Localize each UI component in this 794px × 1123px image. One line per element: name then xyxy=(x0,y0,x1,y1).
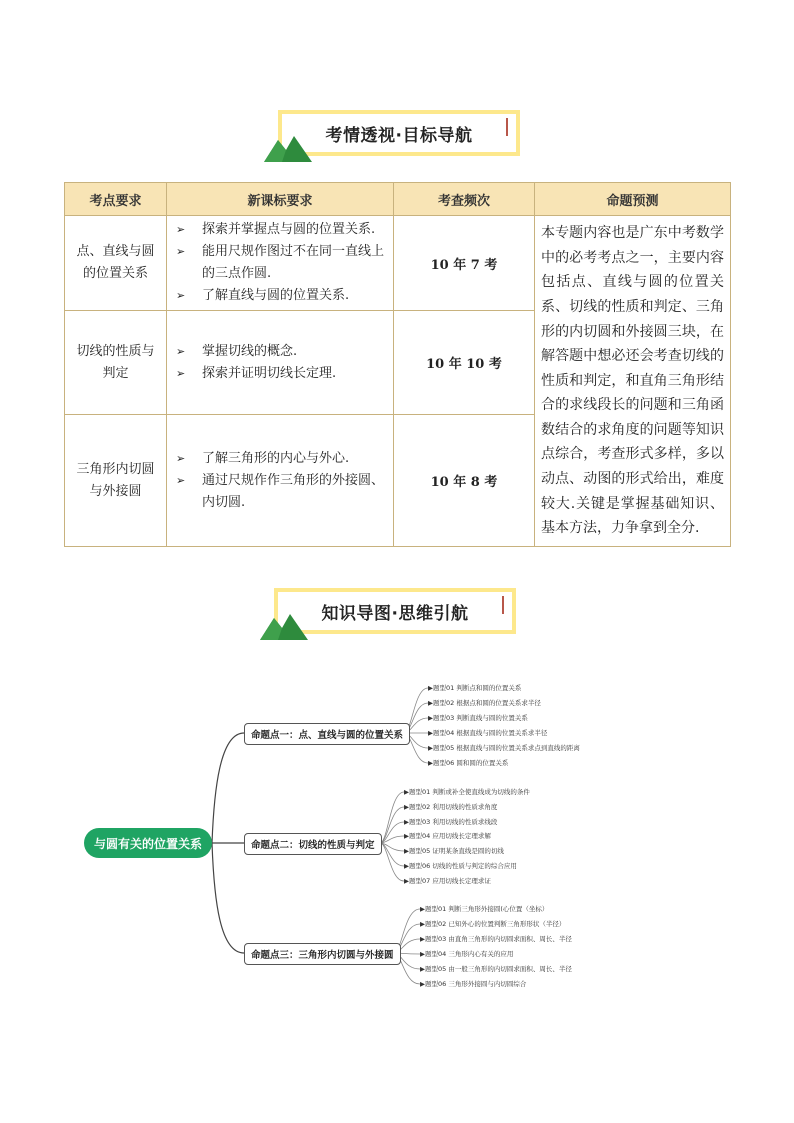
mindmap-leaf: ▶题型05 根据直线与圆的位置关系求点到直线的距离 xyxy=(428,744,580,752)
mindmap-branch-1: 命题点一：点、直线与圆的位置关系 xyxy=(244,723,410,745)
topic-cell: 三角形内切圆与外接圆 xyxy=(65,415,167,547)
mindmap-leaf: ▶题型01 判断点和圆的位置关系 xyxy=(428,684,522,692)
mindmap-leaf: ▶题型03 由直角三角形的内切圆求面积、周长、半径 xyxy=(420,935,572,943)
header-topic: 考点要求 xyxy=(65,183,167,216)
mindmap-leaf: ▶题型02 已知外心的位置判断三角形形状（半径） xyxy=(420,920,566,928)
topic-cell: 点、直线与圆的位置关系 xyxy=(65,216,167,311)
header-standard: 新课标要求 xyxy=(167,183,394,216)
mindmap-leaf: ▶题型04 三角形内心有关的应用 xyxy=(420,950,514,958)
frequency-cell: 10 年 7 考 xyxy=(394,216,535,311)
frequency-cell: 10 年 10 考 xyxy=(394,311,535,415)
mindmap-leaf: ▶题型01 判断或补全使直线成为切线的条件 xyxy=(404,788,530,796)
section-title: 考情透视·目标导航 xyxy=(282,114,516,152)
mindmap-root: 与圆有关的位置关系 xyxy=(84,828,212,858)
mindmap-leaf: ▶题型06 切线的性质与判定的综合应用 xyxy=(404,862,517,870)
standard-cell: ➢ 探索并掌握点与圆的位置关系. ➢ 能用尺规作图过不在同一直线上的三点作圆. ➢ 了解直线与圆的位置关系. xyxy=(167,216,394,311)
topic-cell: 切线的性质与判定 xyxy=(65,311,167,415)
mindmap-branch-2: 命题点二：切线的性质与判定 xyxy=(244,833,382,855)
mindmap-leaf: ▶题型07 应用切线长定理求证 xyxy=(404,877,491,885)
mindmap-leaf: ▶题型06 圆和圆的位置关系 xyxy=(428,759,509,767)
mindmap-leaf: ▶题型06 三角形外接圆与内切圆综合 xyxy=(420,980,527,988)
requirement-item: 探索并掌握点与圆的位置关系. xyxy=(202,222,376,237)
standard-cell: ➢ 掌握切线的概念. ➢ 探索并证明切线长定理. xyxy=(167,311,394,415)
requirement-item: 探索并证明切线长定理. xyxy=(202,365,337,381)
mindmap-leaf: ▶题型01 判断三角形外接圆(心位置（坐标） xyxy=(420,905,549,913)
mindmap-leaf: ▶题型05 由一般三角形的内切圆求面积、周长、半径 xyxy=(420,965,572,973)
section-title: 知识导图·思维引航 xyxy=(278,592,512,630)
requirement-item: 掌握切线的概念. xyxy=(202,343,298,359)
mindmap-leaf: ▶题型05 证明某条直线是圆的切线 xyxy=(404,847,504,855)
mindmap-leaf: ▶题型03 利用切线的性质求线段 xyxy=(404,818,498,826)
mindmap-leaf: ▶题型04 应用切线长定理求解 xyxy=(404,832,491,840)
requirement-item: 了解直线与圆的位置关系. xyxy=(202,288,350,303)
requirement-item: 通过尺规作作三角形的外接圆、内切圆. xyxy=(202,472,385,510)
mindmap-leaf: ▶题型02 利用切线的性质求角度 xyxy=(404,803,498,811)
standard-cell: ➢ 了解三角形的内心与外心. ➢ 通过尺规作作三角形的外接圆、内切圆. xyxy=(167,415,394,547)
mindmap-branch-3: 命题点三：三角形内切圆与外接圆 xyxy=(244,943,401,965)
mindmap-leaf: ▶题型02 根据点和圆的位置关系求半径 xyxy=(428,699,541,707)
mindmap-leaf: ▶题型04 根据直线与圆的位置关系求半径 xyxy=(428,729,548,737)
mindmap-leaf: ▶题型03 判断直线与圆的位置关系 xyxy=(428,714,528,722)
requirement-item: 能用尺规作图过不在同一直线上的三点作圆. xyxy=(202,244,385,281)
requirement-item: 了解三角形的内心与外心. xyxy=(202,450,350,466)
prediction-cell: 本专题内容也是广东中考数学中的必考考点之一，主要内容包括点、直线与圆的位置关系、切线的性质和判定、三角形的内切圆和外接圆三块，在解答题中想必还会考查切线的性质和判定，和直角三角形结合的求线段长的问题和三角函数结合的求角度的问题等知识点综合，考查形式多样，多以动点、动图的形式给出，难度较大.关键是掌握基础知识、基本方法，力争拿到全分. xyxy=(535,216,731,547)
header-prediction: 命题预测 xyxy=(535,183,731,216)
frequency-cell: 10 年 8 考 xyxy=(394,415,535,547)
header-frequency: 考查频次 xyxy=(394,183,535,216)
